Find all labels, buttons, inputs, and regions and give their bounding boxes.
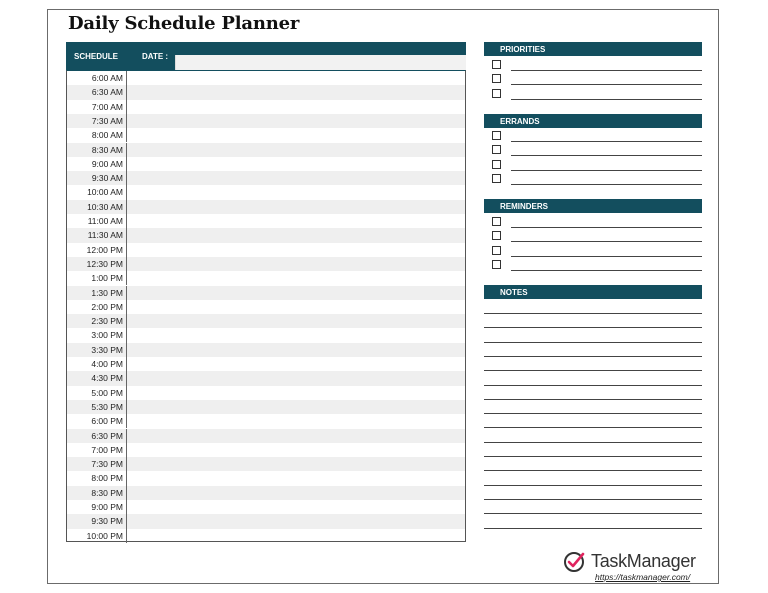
page-title: Daily Schedule Planner — [68, 13, 300, 34]
time-label: 9:00 AM — [67, 157, 127, 171]
time-label: 2:30 PM — [67, 314, 127, 328]
time-label: 8:30 AM — [67, 143, 127, 157]
schedule-row[interactable] — [67, 143, 465, 157]
time-label: 11:30 AM — [67, 228, 127, 242]
schedule-row[interactable] — [67, 100, 465, 114]
checkmark-circle-icon — [564, 551, 586, 573]
time-label: 5:30 PM — [67, 400, 127, 414]
note-line[interactable] — [484, 499, 702, 500]
schedule-row[interactable] — [67, 300, 465, 314]
time-label: 6:30 PM — [67, 429, 127, 443]
schedule-row[interactable] — [67, 128, 465, 142]
time-label: 9:00 PM — [67, 500, 127, 514]
date-field[interactable] — [175, 55, 466, 70]
checkbox[interactable] — [492, 160, 501, 169]
date-label: DATE : — [142, 52, 169, 61]
checkbox[interactable] — [492, 60, 501, 69]
note-line[interactable] — [484, 399, 702, 400]
time-label: 2:00 PM — [67, 300, 127, 314]
time-label: 9:30 PM — [67, 514, 127, 528]
priorities-title: PRIORITIES — [500, 45, 546, 54]
time-label: 7:00 AM — [67, 100, 127, 114]
schedule-row[interactable] — [67, 443, 465, 457]
schedule-row[interactable] — [67, 71, 465, 85]
time-label: 7:00 PM — [67, 443, 127, 457]
schedule-row[interactable] — [67, 529, 465, 543]
priority-item — [492, 87, 702, 101]
schedule-row[interactable] — [67, 486, 465, 500]
note-line[interactable] — [484, 442, 702, 443]
schedule-row[interactable] — [67, 171, 465, 185]
reminders-header — [484, 199, 702, 213]
note-line[interactable] — [484, 356, 702, 357]
schedule-header — [66, 42, 466, 70]
write-line[interactable] — [511, 141, 702, 142]
schedule-row[interactable] — [67, 185, 465, 199]
checkbox[interactable] — [492, 131, 501, 140]
errand-item — [492, 129, 702, 143]
errands-title: ERRANDS — [500, 117, 540, 126]
schedule-row[interactable] — [67, 271, 465, 285]
reminder-item — [492, 258, 702, 272]
schedule-row[interactable] — [67, 400, 465, 414]
time-label: 3:30 PM — [67, 343, 127, 357]
time-label: 9:30 AM — [67, 171, 127, 185]
time-label: 1:30 PM — [67, 286, 127, 300]
notes-header — [484, 285, 702, 299]
schedule-row[interactable] — [67, 429, 465, 443]
note-line[interactable] — [484, 342, 702, 343]
note-line[interactable] — [484, 385, 702, 386]
write-line[interactable] — [511, 155, 702, 156]
checkbox[interactable] — [492, 174, 501, 183]
checkbox[interactable] — [492, 89, 501, 98]
note-line[interactable] — [484, 370, 702, 371]
priority-item — [492, 58, 702, 72]
time-label: 10:00 AM — [67, 185, 127, 199]
schedule-row[interactable] — [67, 328, 465, 342]
schedule-row[interactable] — [67, 457, 465, 471]
errands-header — [484, 114, 702, 128]
schedule-row[interactable] — [67, 214, 465, 228]
schedule-row[interactable] — [67, 500, 465, 514]
brand-name: TaskManager — [591, 551, 696, 571]
schedule-row[interactable] — [67, 228, 465, 242]
brand-url-link[interactable]: https://taskmanager.com/ — [595, 572, 691, 582]
schedule-row[interactable] — [67, 286, 465, 300]
write-line[interactable] — [511, 256, 702, 257]
time-label: 11:00 AM — [67, 214, 127, 228]
schedule-row[interactable] — [67, 343, 465, 357]
time-label: 1:00 PM — [67, 271, 127, 285]
brand-logo — [564, 551, 714, 585]
time-label: 12:30 PM — [67, 257, 127, 271]
write-line[interactable] — [511, 99, 702, 100]
note-line[interactable] — [484, 470, 702, 471]
time-label: 3:00 PM — [67, 328, 127, 342]
note-line[interactable] — [484, 413, 702, 414]
time-label: 5:00 PM — [67, 386, 127, 400]
write-line[interactable] — [511, 170, 702, 171]
write-line[interactable] — [511, 84, 702, 85]
note-line[interactable] — [484, 528, 702, 529]
checkbox[interactable] — [492, 74, 501, 83]
time-label: 8:30 PM — [67, 486, 127, 500]
checkbox[interactable] — [492, 246, 501, 255]
schedule-row[interactable] — [67, 157, 465, 171]
errand-item — [492, 143, 702, 157]
time-label: 4:00 PM — [67, 357, 127, 371]
schedule-row[interactable] — [67, 257, 465, 271]
schedule-row[interactable] — [67, 514, 465, 528]
errand-item — [492, 158, 702, 172]
write-line[interactable] — [511, 270, 702, 271]
schedule-row[interactable] — [67, 371, 465, 385]
checkbox[interactable] — [492, 217, 501, 226]
time-label: 8:00 AM — [67, 128, 127, 142]
note-line[interactable] — [484, 313, 702, 314]
write-line[interactable] — [511, 241, 702, 242]
note-line[interactable] — [484, 456, 702, 457]
schedule-row[interactable] — [67, 386, 465, 400]
schedule-row[interactable] — [67, 114, 465, 128]
schedule-row[interactable] — [67, 471, 465, 485]
schedule-row[interactable] — [67, 357, 465, 371]
note-line[interactable] — [484, 327, 702, 328]
notes-title: NOTES — [500, 288, 528, 297]
time-label: 7:30 PM — [67, 457, 127, 471]
schedule-row[interactable] — [67, 243, 465, 257]
write-line[interactable] — [511, 184, 702, 185]
time-label: 10:00 PM — [67, 529, 127, 543]
schedule-row[interactable] — [67, 314, 465, 328]
schedule-table — [66, 70, 466, 542]
checkbox[interactable] — [492, 260, 501, 269]
reminder-item — [492, 244, 702, 258]
time-label: 6:00 PM — [67, 414, 127, 428]
time-label: 8:00 PM — [67, 471, 127, 485]
schedule-row[interactable] — [67, 200, 465, 214]
time-label: 4:30 PM — [67, 371, 127, 385]
priority-item — [492, 72, 702, 86]
priorities-header — [484, 42, 702, 56]
time-label: 6:30 AM — [67, 85, 127, 99]
note-line[interactable] — [484, 427, 702, 428]
reminders-title: REMINDERS — [500, 202, 549, 211]
schedule-row[interactable] — [67, 414, 465, 428]
write-line[interactable] — [511, 70, 702, 71]
errand-item — [492, 172, 702, 186]
schedule-row[interactable] — [67, 85, 465, 99]
schedule-label: SCHEDULE — [74, 52, 119, 61]
reminder-item — [492, 215, 702, 229]
time-label: 6:00 AM — [67, 71, 127, 85]
checkbox[interactable] — [492, 231, 501, 240]
reminder-item — [492, 229, 702, 243]
write-line[interactable] — [511, 227, 702, 228]
time-label: 12:00 PM — [67, 243, 127, 257]
note-line[interactable] — [484, 513, 702, 514]
checkbox[interactable] — [492, 145, 501, 154]
note-line[interactable] — [484, 485, 702, 486]
time-label: 10:30 AM — [67, 200, 127, 214]
time-label: 7:30 AM — [67, 114, 127, 128]
